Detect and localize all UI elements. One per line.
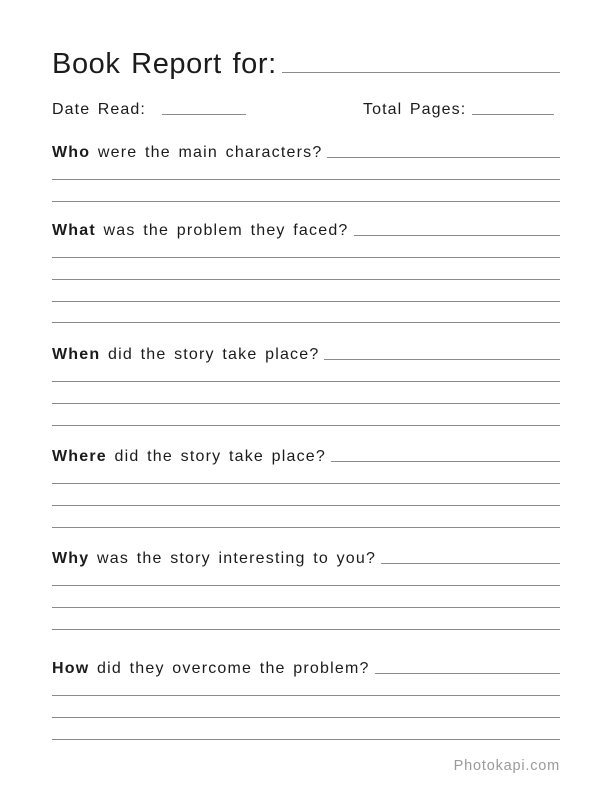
question-rest: were the main characters? [90,144,323,162]
question-keyword: When [52,346,101,364]
answer-line [52,404,560,426]
site-credit: Photokapi.com [453,758,560,774]
total-pages-group [363,93,554,118]
question-rest: was the story interesting to you? [89,550,377,568]
question-label [52,449,326,465]
question-section-why [52,543,560,630]
question-section-how [52,653,560,740]
answer-line [52,462,560,484]
answer-blank-line [375,673,560,674]
date-read-label: Date Read: [52,100,146,118]
total-pages-blank-line [472,114,554,115]
answer-line [52,564,560,586]
question-label [52,223,349,239]
total-pages-label: Total Pages: [363,100,467,118]
answer-blank-line [324,359,560,360]
answer-blank-line [331,461,560,462]
answer-blank-line [354,235,560,236]
answer-line [52,608,560,630]
answer-line [52,280,560,302]
answer-blank-line [381,563,560,564]
question-keyword: How [52,660,90,678]
answer-line [52,180,560,202]
question-keyword: Why [52,550,90,568]
answer-line [52,360,560,382]
page-title: Book Report for: [52,48,277,80]
answer-line [52,696,560,718]
question-keyword: Where [52,448,107,466]
date-read-blank-line [162,114,246,115]
question-row [52,543,560,568]
book-title-blank-line [282,72,560,73]
question-section-when [52,339,560,426]
question-row [52,441,560,466]
question-row [52,653,560,678]
question-row [52,339,560,364]
question-label [52,661,370,677]
answer-blank-line [327,157,560,158]
answer-line [52,718,560,740]
question-section-where [52,441,560,528]
question-section-who [52,137,560,202]
answer-line [52,258,560,280]
question-label [52,551,376,567]
question-rest: did the story take place? [106,448,326,466]
answer-line [52,236,560,258]
answer-line [52,158,560,180]
question-label [52,347,319,363]
answer-line [52,382,560,404]
answer-line [52,302,560,324]
question-rest: did they overcome the problem? [89,660,370,678]
answer-line [52,586,560,608]
question-section-what [52,215,560,323]
question-keyword: What [52,222,96,240]
header [52,43,560,80]
answer-line [52,674,560,696]
answer-line [52,506,560,528]
question-rest: did the story take place? [100,346,320,364]
question-label [52,145,322,161]
question-row [52,137,560,162]
question-keyword: Who [52,144,91,162]
date-read-group [52,93,246,118]
answer-line [52,484,560,506]
question-row [52,215,560,240]
question-rest: was the problem they faced? [95,222,349,240]
